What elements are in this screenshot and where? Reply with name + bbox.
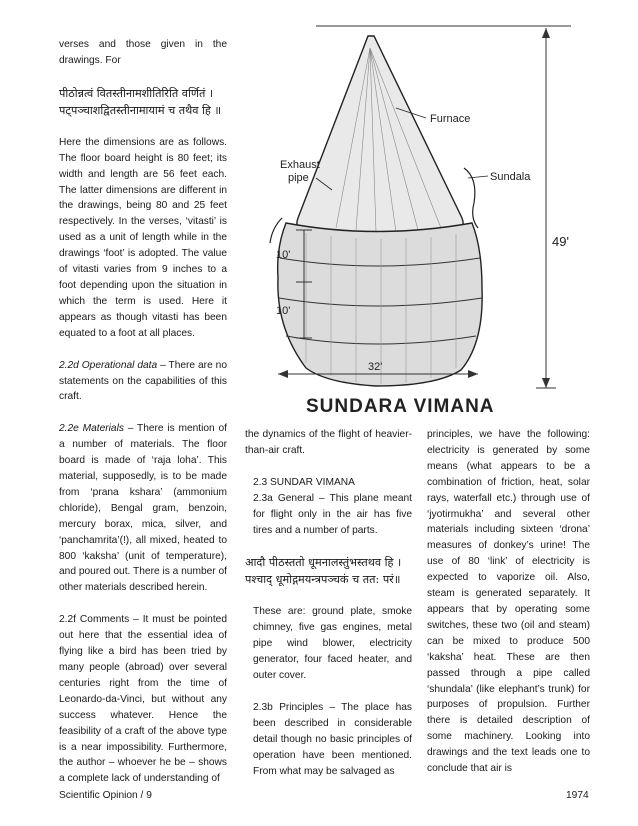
footer-publication: Scientific Opinion / 9	[59, 790, 152, 801]
sanskrit-verse-line: पट्पञ्चाशद्वितस्तीनामायामं च तथैव हि ॥	[59, 103, 222, 117]
section-heading: 2.2e Materials	[59, 423, 124, 435]
paragraph: 2.3b Principles – The place has been described in considerable detail though no basic principles of operation have been mentioned. From what may be salvaged as	[253, 701, 412, 777]
footer-year: 1974	[566, 790, 589, 801]
paragraph: 2.2f Comments – It must be pointed out here that the essential idea of flying like a bird has been tried by many people (abroad) over several centuries right from the time of Leonardo-da-Vinci, but without any success whatever. Hence the feasibility of a craft of the above type is a near impossibility. Furthermore, the author – whoever he be – shows a complete lack of understanding of	[59, 614, 227, 785]
section-heading: 2.2d Operational data	[59, 359, 158, 371]
middle-column	[245, 427, 412, 780]
paragraph: verses and those given in the drawings. For	[59, 39, 227, 66]
label-furnace: Furnace	[430, 113, 471, 125]
sanskrit-verse-line: आदौ पीठस्ततो धूमनालस्तुंभस्तथव हि ।	[245, 556, 402, 570]
paragraph: 2.3a General – This plane meant for flight only in the air has five tires and a number of parts.	[253, 492, 412, 536]
dimension-height: 49'	[552, 234, 569, 249]
right-column	[427, 427, 590, 777]
label-pipe: pipe	[288, 172, 309, 184]
paragraph: Here the dimensions are as follows. The floor board height is 80 feet; its width and length are 56 feet each. The latter dimensions are different in the drawings, being 80 and 25 feet respectively. In the verses, ‘vitasti’ is used as a unit of length while in the drawings ‘foot’ is adopted. The value of vitasti varies from 9 inches to a foot depending upon the situation in which the term is used. Here it appears as though vitasti has been equated to a foot at all places.	[59, 136, 227, 339]
section-body: – There is mention of a number of materials. The floor board is made of ‘raja loha’. This material, supposedly, is to be made from ‘prana kshara’ (ammonium chloride), Bengal gram, benzoin, mercury borax, mica, silver, and ‘panchamrita’(!), all mixed, heated to 800 ‘kaksha’ (unit of temperature), and poured out. There is a number of other materials described herein.	[59, 423, 228, 594]
section-heading: 2.3 SUNDAR VIMANA	[253, 476, 355, 488]
paragraph: the dynamics of the flight of heavier-than-air craft.	[245, 429, 412, 456]
figure-caption: SUNDARA VIMANA	[306, 396, 495, 417]
section-block	[245, 475, 412, 539]
sanskrit-verse-line: पश्चाद् धूमोद्गमयन्त्रपञ्चकं च तत: परं॥	[245, 573, 401, 587]
section-body: – There are no statements on the capabilities of this craft.	[59, 359, 227, 403]
label-sundala: Sundala	[490, 171, 531, 183]
dimension-10-lower: 10'	[276, 305, 291, 317]
paragraph	[59, 421, 227, 596]
paragraph: These are: ground plate, smoke chimney, five gas engines, metal pipe wind blower, electricity generator, four faced heater, and outer cover.	[253, 606, 412, 682]
sundara-vimana-figure	[246, 18, 591, 420]
section-block	[245, 604, 412, 779]
sanskrit-verse-line: पीठोन्नत्वं वितस्तीनामशीतिरिति वर्णितं ।	[59, 86, 214, 100]
cone-shape	[297, 36, 463, 236]
label-exhaust: Exhaust	[280, 159, 320, 171]
dimension-10-upper: 10'	[276, 249, 291, 261]
paragraph	[59, 358, 227, 406]
dimension-width: 32'	[368, 361, 383, 373]
paragraph: principles, we have the following: electricity is generated by some means (what appears to be a combination of friction, heat, solar rays, waterfall etc.) through use of ‘jyotirmukha’ and several other materials including sixteen ‘drona’ measures of donkey’s urine! The use of 80 ‘link’ of electricity is expected to vaporize oil. Also, steam is generated separately. It appears that by operating some switches, these two (oil and steam) can be mixed to produce 500 ‘kaksha’ heat. These are then passed through a pipe called ‘shundala’ (like elephant’s trunk) for purposes of propulsion. Further there is detailed description of some machinery. Looking into drawings and the text leads one to conclude that air is	[427, 429, 590, 775]
left-column	[59, 37, 227, 787]
